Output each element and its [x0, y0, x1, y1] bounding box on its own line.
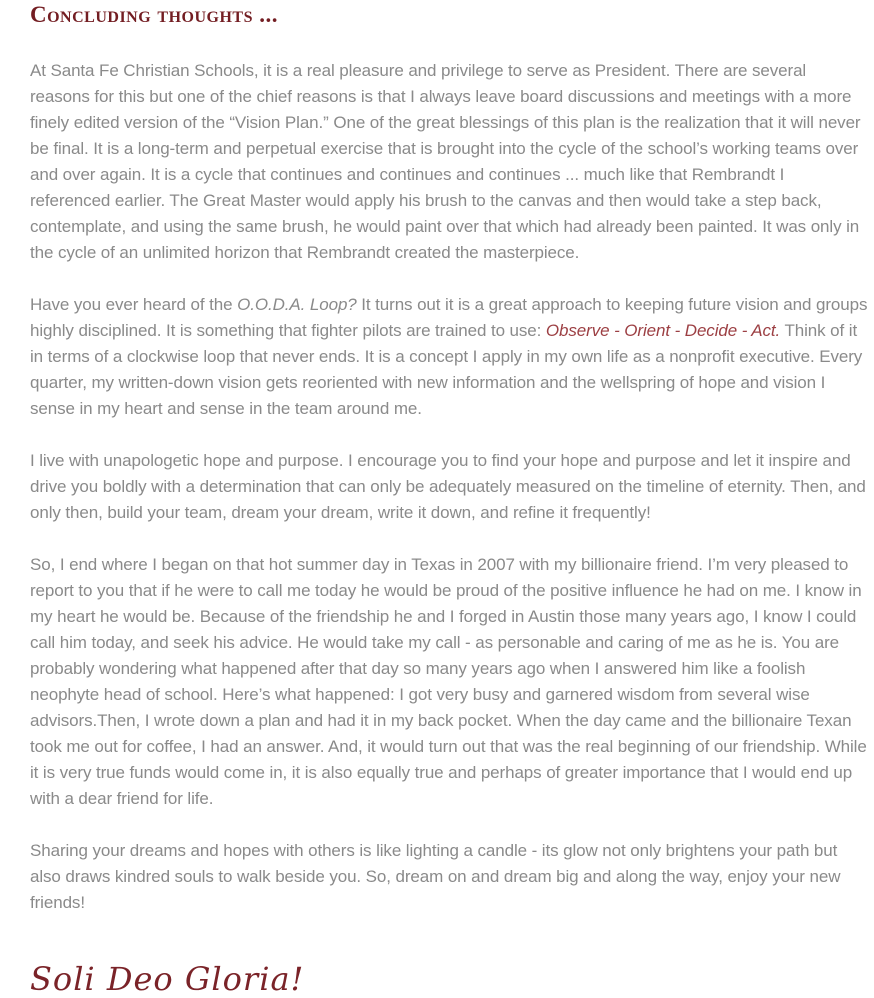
- text-segment: Think of it in terms of a clockwise loop that never ends. It is a concept I apply in my own life as a nonprofit executive. Every quarter, my written-down vision gets reoriented with new information and the wellspring of hope and vision I sense in my heart and sense in the team around me.: [30, 321, 863, 418]
- italic-text-segment: O.O.D.A. Loop?: [237, 295, 357, 314]
- text-segment: At Santa Fe Christian Schools, it is a real pleasure and privilege to serve as President. There are several reasons for this but one of the chief reasons is that I always leave board discussions and meetings with a more finely edited version of the “Vision Plan.” One of the great blessings of this plan is the realization that it will never be final. It is a long-term and perpetual exercise that is brought into the cycle of the school’s working teams over and over again. It is a cycle that continues and continues and continues ... much like that Rembrandt I referenced earlier. The Great Master would apply his brush to the canvas and then would take a step back, contemplate, and using the same brush, he would paint over that which had already been painted. It was only in the cycle of an unlimited horizon that Rembrandt created the masterpiece.: [30, 61, 861, 262]
- paragraph: [30, 292, 868, 422]
- paragraph: [30, 448, 868, 526]
- paragraph: [30, 58, 868, 266]
- paragraph: [30, 552, 868, 812]
- text-segment: Have you ever heard of the: [30, 295, 238, 314]
- signature-text: Soli Deo Gloria!: [30, 960, 305, 998]
- accent-italic-text-segment: Observe - Orient - Decide - Act.: [545, 321, 781, 340]
- paragraph: [30, 838, 868, 916]
- document-body: [30, 58, 868, 916]
- text-segment: Sharing your dreams and hopes with others is like lighting a candle - its glow not only brightens your path but also draws kindred souls to walk beside you. So, dream on and dream big and along the way, enjoy your new friends!: [30, 841, 841, 912]
- text-segment: It turns out it is a great approach to keeping future vision and groups highly disciplined. It is something that fighter pilots are trained to use:: [30, 295, 868, 340]
- text-segment: I live with unapologetic hope and purpose. I encourage you to find your hope and purpose and let it inspire and drive you boldly with a determination that can only be adequately measured on the timeline of eternity. Then, and only then, build your team, dream your dream, write it down, and refine it frequently!: [30, 451, 866, 522]
- page-title: Concluding thoughts ...: [30, 2, 279, 27]
- text-segment: So, I end where I began on that hot summer day in Texas in 2007 with my billionaire friend. I’m very pleased to report to you that if he were to call me today he would be proud of the positive influence he had on me. I know in my heart he would be. Because of the friendship he and I forged in Austin those many years ago, I know I could call him today, and seek his advice. He would take my call - as personable and caring of me as he is. You are probably wondering what happened after that day so many years ago when I answered him like a foolish neophyte head of school. Here’s what happened: I got very busy and garnered wisdom from several wise advisors.Then, I wrote down a plan and had it in my back pocket. When the day came and the billionaire Texan took me out for coffee, I had an answer. And, it would turn out that was the real beginning of our friendship. While it is very true funds would come in, it is also equally true and perhaps of greater importance that I would end up with a dear friend for life.: [30, 555, 867, 808]
